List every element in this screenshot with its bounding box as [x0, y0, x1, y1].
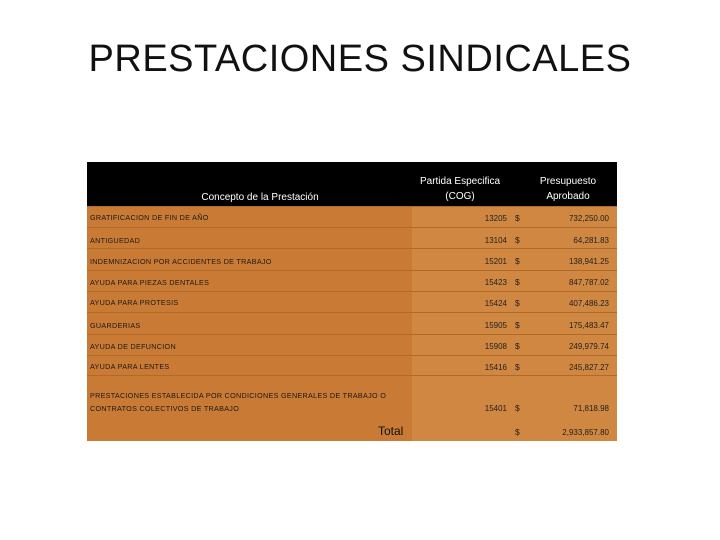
table-row	[87, 206, 617, 228]
total-label: Total	[378, 424, 404, 438]
currency-cell: $	[515, 213, 520, 223]
table-row	[87, 270, 617, 292]
table-row	[87, 291, 617, 313]
concept-cell: INDEMNIZACION POR ACCIDENTES DE TRABAJO	[90, 257, 272, 266]
partida-cell: 15423	[484, 278, 507, 287]
partida-cell: 15201	[484, 257, 507, 266]
concept-cell: ANTIGUEDAD	[90, 236, 141, 245]
header-partida-line2: (COG)	[445, 191, 475, 202]
partida-cell: 15401	[484, 404, 507, 413]
currency-cell: $	[515, 277, 520, 287]
amount-cell: 64,281.83	[573, 236, 609, 245]
table-row	[87, 248, 617, 271]
concept-cell: AYUDA DE DEFUNCION	[90, 342, 176, 351]
table-row	[87, 375, 617, 421]
currency-cell: $	[515, 362, 520, 372]
partida-cell: 13104	[484, 236, 507, 245]
partida-cell: 15908	[484, 342, 507, 351]
table-row	[87, 227, 617, 249]
partida-cell: 15905	[484, 321, 507, 330]
concept-cell: AYUDA PARA PIEZAS DENTALES	[90, 278, 210, 287]
concept-cell: GUARDERIAS	[90, 321, 141, 330]
header-presupuesto-line2: Aprobado	[546, 191, 590, 202]
currency-cell: $	[515, 320, 520, 330]
amount-cell: 732,250.00	[568, 214, 609, 223]
table-row	[87, 334, 617, 356]
currency-cell: $	[515, 403, 520, 413]
header-partida-line1: Partida Especifica	[419, 176, 501, 187]
concept-cell-line1: PRESTACIONES ESTABLECIDA POR CONDICIONES GENERALES DE TRABAJO O	[90, 391, 387, 400]
header-presupuesto-line1: Presupuesto	[539, 176, 597, 187]
currency-cell: $	[515, 256, 520, 266]
partida-cell: 13205	[484, 214, 507, 223]
partida-cell: 15416	[484, 363, 507, 372]
partida-cell: 15424	[484, 299, 507, 308]
amount-cell: 138,941.25	[568, 257, 609, 266]
amount-cell: 245,827.27	[568, 363, 609, 372]
table-row	[87, 312, 617, 335]
currency-cell: $	[515, 341, 520, 351]
amount-cell: 175,483.47	[568, 321, 609, 330]
total-currency: $	[515, 427, 520, 437]
currency-cell: $	[515, 235, 520, 245]
slide-title: PRESTACIONES SINDICALES	[88, 38, 632, 80]
value-cells	[412, 376, 617, 421]
concept-cell: GRATIFICACION DE FIN DE AÑO	[90, 213, 209, 222]
amount-cell: 407,486.23	[568, 299, 609, 308]
table-row	[87, 355, 617, 376]
concept-cell: AYUDA PARA LENTES	[90, 362, 170, 371]
currency-cell: $	[515, 298, 520, 308]
concept-cell: AYUDA PARA PROTESIS	[90, 298, 179, 307]
header-concept: Concepto de la Prestación	[201, 192, 319, 203]
total-amount: 2,933,857.80	[562, 428, 609, 437]
amount-cell: 847,787.02	[568, 278, 609, 287]
amount-cell: 249,979.74	[568, 342, 609, 351]
amount-cell: 71,818.98	[573, 404, 609, 413]
concept-cell-line2: CONTRATOS COLECTIVOS DE TRABAJO	[90, 404, 240, 413]
